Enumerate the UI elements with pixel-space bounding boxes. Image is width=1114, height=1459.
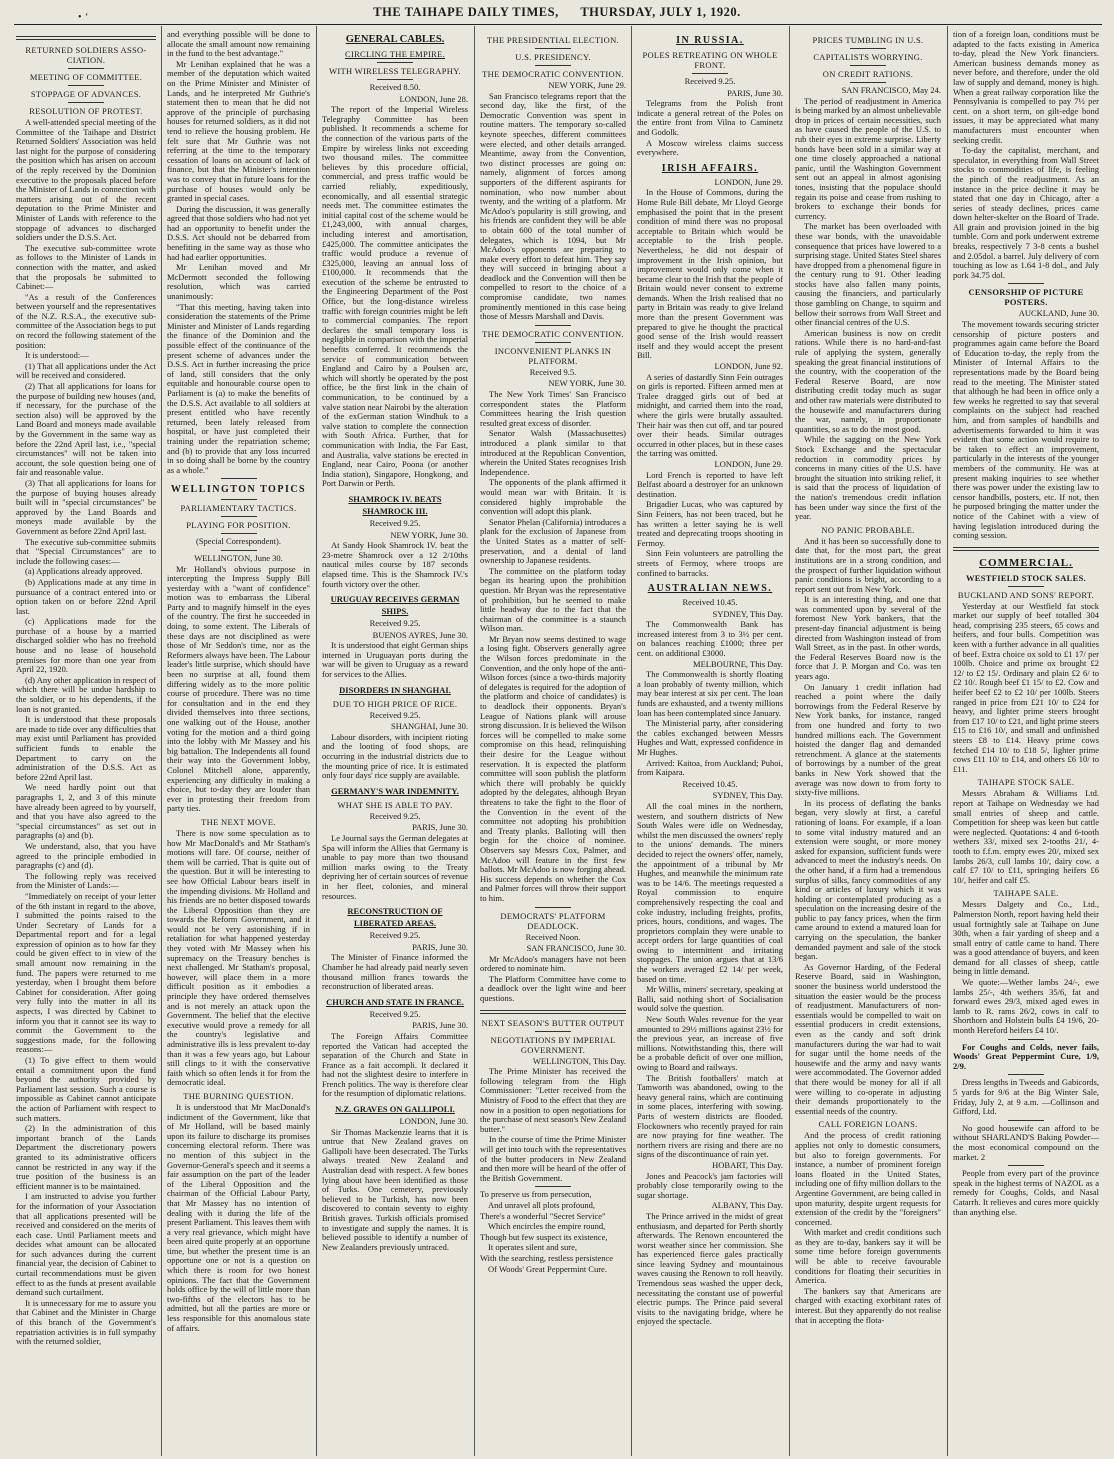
paragraph: A series of dastardly Sinn Fein outrages on girls is reported. Fifteen armed men at Tralee dragged girls out of bed at midnight, and carried them into the road, where the girls were brutally assaulted. Their hair was then cut off, and tar poured over their heads. Similar outrages occurred in other places, but in these cases the tarring was omitted. (637, 371, 783, 459)
rule (535, 65, 571, 66)
headline-irish-affairs: IRISH AFFAIRS. (661, 162, 759, 174)
paragraph: In the course of time the Prime Minister will get into touch with the representatives of the butter producers in New Zealand and then more will be heard of the offer of the British Government. (480, 1134, 626, 1183)
paragraph: American business is now on credit rations. While there is no hard-and-fast rule of applying the system, generally speaking the great financial institutions of the country, with the cooperation of the Federal Reserve Board, are now distributing credit today much as sugar and other raw materials were distributed to the housewife and manufacturers during the war, namely, in proportionate quantities, so as to do the most good. (795, 327, 941, 434)
paragraph: It is understood that eight German ships interned in Uruguayan ports during the war will be given to Uruguay as a reward for services to the Allies. (322, 640, 468, 680)
rule (850, 82, 886, 83)
paragraph: With market and credit conditions such as they are to-day, bankers say it will be some time before foreign governments will be able to receive favourable conditions for floating their securities in America. (795, 1227, 941, 1286)
paragraph: In the House of Commons, during the Home Rule Bill debate, Mr Lloyd George emphasised the point that in the present condition of mind there was no proposal acceptable to Britain which would be acceptable to the Irish people. Nevertheless, he did not despair of improvement in the Irish opinion, but improvement would only come when it became clear to the Irish that the people of Britain would never consent to extreme demands. When the Irish realised that no party in Britain was ready to give Ireland more than the present Government was prepared to give he thought the practical good sense of the Irish would reassert itself and they would accept the present Bill. (637, 187, 783, 361)
dateline: NEW YORK, June 30. (548, 378, 626, 389)
paragraph: The British footballers' match at Tamworth was abandoned, owing to the heavy general rains, which are continuing in some places, interfering with sowing. Parts of western districts are flooded. Flockowners who recently prayed for rain are now praying for fine weather. The northern rivers are rising and there are no signs of the discontinuance of rain yet. (637, 1072, 783, 1160)
paragraph: (2) In the administration of this important branch of the Lands Department the discretionary powers granted to its administrative officers cannot be restricted in any way if the true position of the business is an efficient manner is to be maintained. (16, 1123, 156, 1191)
paragraph: The New York Times' San Francisco correspondent states the Platform Committees hearing the Irish question resulted great excess of disorder. (480, 389, 626, 428)
rule (1008, 1165, 1044, 1166)
received-time: Received 10.45. (682, 597, 738, 608)
subhead: RESOLUTION OF PROTEST. (29, 106, 143, 116)
paragraph: The committee on the platform today began its hearing upon the prohibition question. Mr Bryan was the representative of prohibition, but he seemed to make little headway due to the fact that the chairman of the committee is a staunch Wilson man. (480, 565, 626, 634)
paragraph: The Prime Minister has received the following telegram from the High Commissioner: "Letter received from the Ministry of Food to the effect that they are now in a position to open negotiations for the purchase of next season's New Zealand butter." (480, 1066, 626, 1134)
paragraph: (1) That all applications under the Act will be received and considered. (16, 360, 156, 381)
dateline: ALBANY, This Day. (711, 1200, 783, 1211)
received-time: Received 9.25. (369, 618, 421, 629)
paragraph: The Ministerial party, after considering the cables exchanged between Messrs Hughes and Watt, expressed confidence in Mr Hughes. (637, 718, 783, 757)
paragraph: "Immediately on receipt of your letter of the 6th instant in regard to the above, I submitted the points raised to the Under Secretary of Lands for a Departmental report and for a legal expression of opinion as to how far they could be given effect to in view of the small amount now remaining in the fund. The papers were returned to me yesterday, when I brought them before Cabinet for consideration. After going very fully into the matter in all its aspects, I was directed by Cabinet to inform you that it cannot see its way to commit the Government to the suggestions made, for the following reasons:— (16, 890, 156, 1055)
rule (377, 79, 413, 80)
dateline: NEW YORK, June 30. (390, 529, 468, 540)
paragraph: The Prince arrived in the midst of great enthusiasm, and departed for Perth shortly afterwards. The Renown encountered the worst weather since her commission. She has experienced fierce gales practically since leaving Sydney and mountainous waves causing the Renown to roll heavily. Tremendous seas washed the upper deck, necessitating the constant use of powerful electric pumps. The Prince paid several visits to the navigating bridge, where he enjoyed the spectacle. (637, 1210, 783, 1327)
paragraph: The report of the Imperial Wireless Telegraphy Committee has been published. It recommends a scheme for the connection of the various parts of the Empire by wireless links not exceeding two thousand miles. The committee believes by this procedure official, commercial, and press traffic would be carried reliably, expeditiously, economically, and all essential strategic needs met. The committee estimates the initial capital cost of the scheme would be £1,243,000, with annual charges, including interest and amortisation, £425,000. The committee anticipates the traffic would produce a revenue of £325,000, leaving an annual loss of £100,000. It recommends that the execution of the scheme be entrusted to the Engineering Department of the Post Office, but the long-distance wireless traffic with foreign countries might be left to commercial companies. The report declares the small temporary loss is negligible in comparison with the imperial benefits conferred. It recommends the service of communication between England and Cairo by a Poulsen arc, which will shortly be operated by the post office, be the first link in the chain of communication, to be continued by a valve station near Nairobi by the alteration of the exGerman station Windhuk to a valve station to complete the connection with South Africa. Further, that for communication with India, the Far East, and Australia, valve stations be erected in England, near Cairo, Poona (or another India station), Singapore, Hongkong, and Port Darwin or Perth. (322, 104, 468, 489)
paragraph: A well-attended special meeting of the Committee of the Taihape and District Returned Soldiers' Association was held last night for the purpose of considering the position which has arisen on account of the reply received by the Dominion executive to the proposals placed before the Minister of Lands in connection with matters arising out of the recent deputation to the Prime Minister and Minister of Lands with reference to the stoppage of advances to discharged soldiers under the D.S.S. Act. (16, 117, 156, 243)
subhead: THE NEXT MOVE. (201, 816, 276, 827)
column-divider (316, 26, 317, 1456)
paragraph: San Francisco telegrams report that the second day, like the first, of the Democratic Convention was spent in routine matters. The temporary so-called keynote speeches, different committees were elected, and other details arranged. Meantime, away from the Convention, two distinct processes are going on: namely, alignment of forces among supporters of the different aspirants for nomination, who now number about twenty, and the writing of a platform. Mr McAdoo's popularity is still growing, and his friends are confident they will be able to obtain 600 of the total number of delegates, which is 1094, but Mr McAdoo's opponents are preparing to make every effort to defeat him. They say they will succeed in bringing about a deadlock and the Convention will then be compelled to resort to the choice of a compromise candidate, two names prominently mentioned in this case being those of Messrs Marshall and Davis. (480, 90, 626, 322)
paragraph: We understand, also, that you have agreed to the principle embodied in paragraphs (c) and (d). (16, 840, 156, 871)
dateline: SHANGHAI, June 30. (391, 721, 468, 732)
headline-prices-tumbling: PRICES TUMBLING IN U.S. (812, 35, 924, 45)
headline-presidential-election: THE PRESIDENTIAL ELECTION. (487, 35, 619, 45)
subhead: POLES RETREATING ON WHOLE FRONT. (642, 50, 778, 70)
verse-line: Of Woods' Great Peppermint Cure. (488, 1263, 607, 1274)
subhead: THE DEMOCRATIC CONVENTION. (482, 328, 624, 339)
headline-shanghai: DISORDERS IN SHANGHAI. (339, 684, 451, 695)
section-rule (16, 36, 156, 40)
dateline: MELBOURNE, This Day. (693, 658, 783, 669)
verse-line: And unravel all plots profound, (488, 1199, 595, 1210)
subhead: WITH WIRELESS TELEGRAPHY. (329, 66, 461, 76)
subhead: CIRCLING THE EMPIRE. (344, 49, 446, 59)
subhead: INCONVENIENT PLANKS IN PLATFORM. (494, 345, 612, 366)
paragraph: Senator Walsh (Massachusettes) introduced a plank similar to that introduced at the Republican Convention, wherein the United States recognises Irish Independence. (480, 428, 626, 477)
paragraph: It is unnecessary for me to assure you that Cabinet and the Minister in Charge of this branch of the Government's repatriation activities is in full sympathy with the returned soldier, (16, 1297, 156, 1347)
paragraph: Le Journal says the German delegates at Spa will inform the Allies that Germany is unable to pay more than two thousand million marks owing to the Treaty depriving her of certain sources of revenue in her fleet, colonies, and mineral resources. (322, 833, 468, 901)
dateline: PARIS, June 30. (412, 1020, 468, 1031)
rule (377, 62, 413, 63)
paragraph: It is understood that Mr MacDonald's indictment of the Government, like that of Mr Holland, will be based mainly upon its failure to discharge its promises concerning electoral reform. There was no mention of this subject in the Governor-General's speech and it seems a fair assumption on the part of the leader of the Liberal Opposition and the chairman of the Official Labour Party, that Mr Massey has no intention of dealing with it during the life of the present Parliament. This leaves them with a very real grievance, which might have been aired quite properly at an opportune time, but whether the present time is an opportune one or not is a question on which there is room for two honest opinions. The fact that the Government holds office by the will of little more than two-fifths of the electors has to be admitted, but all the parties are more or less responsible for this anomalous state of affairs. (167, 1101, 310, 1333)
advert-peppermint-cure: For Coughs and Colds, never fails, Woods' Great Peppermint Cure, 1/9, 2/9. (953, 1041, 1099, 1071)
column-4 (480, 30, 626, 1454)
paragraph: Labour disorders, with incipient rioting and the looting of food shops, are occurring in the industrial districts due to the mounting price of rice. It is estimated only four days' rice supply are available. (322, 731, 468, 781)
verse-line: Which encircles the empire round, (488, 1221, 606, 1232)
rule (1008, 1074, 1044, 1075)
paragraph: (1) To give effect to them would entail a commitment upon the fund beyond the authority provided by Parliament last session. Such a course is impossible as Cabinet cannot anticipate the action of Parliament with respect to such matters. (16, 1055, 156, 1123)
paragraph: The movement towards securing stricter censorship of picture posters and programmes again came before the Board of Education to-day, the reply from the Minister of Internal Affairs to the representations made by the Board being read to the meeting. The Minister stated that although he had been in office only a few weeks he regretted to say that several complaints on the subject had reached him, and from samples of handbills and advertisements forwarded to him it was evident that some action would require to be taken to effect an improvement, particularly in the interests of the younger members of the community. He was at present making inquiries to see whether there was power under the existing law to censor handbills, posters, etc. If not, then he purposed bringing the matter under the notice of the Cabinet with a view of having legislation introduced during the coming session. (953, 319, 1099, 541)
paragraph: In its process of deflating the banks began, very slowly at first, a careful rationing of loans. For example, if a loan to some vital industry matured and an extension were sought, or more money asked for expansion, sufficient funds were advanced to meet the industry's needs. On the other hand, if a firm had a tremendous surplus of silks, fancy commodities of any kind or articles of luxury which it was holding or contemplated producing as a speculation on the increasing desire of the public to pay fancy prices, when the firm came around to extend a matured loan for carrying on the speculation, the banker demanded payment and sale of the stock began. (795, 797, 941, 962)
section-rule (953, 547, 1099, 551)
rule (535, 325, 571, 326)
column-1 (16, 30, 156, 1454)
paragraph: Sinn Fein volunteers are patrolling the streets of Fermoy, where troops are confined to barracks. (637, 548, 783, 578)
received-time: Received 9.25. (369, 1008, 421, 1019)
received-time: Received 9.25. (369, 709, 421, 720)
paragraph: The executive sub-committee wrote as follows to the Minister of Lands in connection with the matter, and asked that the proposals be submitted to Cabinet:— (16, 242, 156, 292)
dateline: LONDON, June 29. (714, 176, 783, 187)
rule (1008, 1120, 1044, 1121)
rule (221, 550, 257, 551)
paragraph: While the sagging on the New York Stock Exchange and the spectacular reduction in commodity prices by concerns in many cities of the U.S. have brought the situation into striking relief, it is said that the process of liquidation of the nation's tremendous credit inflation has been under way since the first of the year. (795, 434, 941, 522)
paragraph: Mr Lenihan moved and Mr McDermott seconded the following resolution, which was carried unanimously: (167, 262, 310, 302)
advert-nazol: People from every part of the province speak in the highest terms of NAZOL as a remedy for Coughs, Colds, and Nasal Catarrh. It relieves and cures more quickly than anything else. (953, 1168, 1099, 1217)
column-divider (161, 26, 162, 1456)
rule (1008, 586, 1044, 587)
paragraph: It is an interesting thing, and one that was commented upon by several of the foremost New York bankers, that the present-day financial adjustment is being directed from Washington instead of from Wall Street, as in the past. In other words, the Federal Reserves Board now is the force that J. P. Morgan and Co. was ten years ago. (795, 594, 941, 682)
byline: (Special Correspondent). (196, 536, 281, 547)
subhead: STOPPAGE OF ADVANCES. (30, 89, 142, 99)
subhead: DEMOCRATS' PLATFORM DEADLOCK. (500, 910, 606, 931)
rule (535, 907, 571, 908)
paragraph: Jones and Peacock's jam factories will probably close temporarily owing to the sugar shortage. (637, 1170, 783, 1200)
received-time: Received 9.25. (369, 810, 421, 821)
masthead (0, 0, 1114, 24)
headline-indemnity: GERMANY'S WAR INDEMNITY. (331, 785, 459, 796)
subhead: THE BURNING QUESTION. (183, 1090, 294, 1101)
paragraph: (a) Applications already approved. (25, 566, 143, 577)
verse-line: With the searching, restless persistence (480, 1252, 614, 1263)
dateline: PARIS, June 30. (412, 941, 468, 952)
column-2 (167, 30, 310, 1454)
paragraph: And the process of credit rationing applies not only to domestic consumers, but also to foreign governments. For instance, a number of prominent foreign loans floated in the United States, including one of fifty million dollars to the Argentine Government, are being called in upon maturity, despite urgent requests for extension of the credit by the "foreigners" concerned. (795, 1130, 941, 1227)
dateline: LONDON, June 28. (399, 93, 468, 104)
paragraph: At Sandy Hook Shamrock IV. beat the 23-metre Shamrock over a 12 2/10ths nautical miles course by 187 seconds elapsed time. This is the Shamrock IV.'s fourth victory over the other. (322, 540, 468, 589)
received-time: Received Noon. (525, 931, 581, 942)
paragraph: The following reply was received from the Minister of Lands:— (16, 870, 156, 891)
paragraph: The bankers say that Americans are charged with exacting exorbitant rates of interest. But they apparently do not realise that in accepting the flota- (795, 1285, 941, 1325)
received-time: Received 9.25. (369, 517, 421, 528)
received-time: Received 9.25. (684, 76, 736, 86)
verse-line: There's a wonderful "Secret Service" (480, 1210, 606, 1221)
rule (221, 478, 257, 479)
column-divider (474, 26, 475, 1456)
received-time: Received 10.45. (682, 778, 738, 789)
dateline: LONDON, June 92. (714, 361, 783, 372)
column-5 (637, 30, 783, 1454)
paragraph: The Commonwealth Bank has increased interest from 3 to 3½ per cent. on balances reaching £1000; three per cent. on additional £3000. (637, 619, 783, 659)
issue-date: THURSDAY, JULY 1, 1920. (580, 5, 741, 19)
paragraph: Sir Thomas Mackenzie learns that it is untrue that New Zealand graves on Gallipoli have been desecrated. The Turks always treated New Zealand and Australian dead with respect. A few bones lying about have been identified as those of Turks. One cemetery, previously believed to be Turkish, has now been discovered to contain seventy to eighty British graves. Turkish officials promised to investigate and supply the names. It is believed possible to identify a number of New Zealanders previously untraced. (322, 1126, 468, 1252)
dateline: LONDON, June 30. (399, 1116, 468, 1127)
subhead: THE DEMOCRATIC CONVENTION. (482, 69, 624, 79)
dateline: SAN FRANCISCO, June 30. (526, 943, 626, 954)
subhead: NEGOTIATIONS BY IMPERIAL GOVERNMENT. (490, 1034, 616, 1055)
rule (1008, 283, 1044, 284)
paragraph: There is now some speculation as to how Mr MacDonald's and Mr Statham's motions will fare. Of course, neither of them will be carried. That is quite out of the question. But it will be interesting to see how Official Labour bears itself in the impending divisions. Mr Holland and his friends are no better disposed towards the Liberal Opposition than they are towards the Reform Government, and it would not be very astonishing if in retaliation for what happened yesterday they voted with Mr Massey when his supremacy on the Treasury benches is next challenged. Mr Statham's proposal, however, will place them in a more difficult position as it embodies a principle they have ordered themselves and is not merely an attack upon the Government. The belief that the elective executive would prove a remedy for all the country's legislative and administrative ills is less prevalent to-day than it was a few years ago, but Labour still clings to it with the conservative faith which so often lends it for from the democratic ideal. (167, 827, 310, 1088)
headline-in-russia: IN RUSSIA. (676, 35, 744, 46)
dateline: SYDNEY, This Day. (712, 608, 783, 619)
subhead: NO PANIC PROBABLE. (821, 524, 915, 535)
paragraph: New South Wales revenue for the year amounted to 29½ millions against 23½ for the previous year, an increase of five millions. Notwithstanding this, there will be a probable deficit of over one million, owing to Board and railways. (637, 1014, 783, 1072)
subhead: TAIHAPE SALE. (993, 888, 1059, 899)
rule (68, 102, 104, 103)
rule (221, 516, 257, 517)
paragraph: Messrs Dalgety and Co., Ltd., Palmerston North, report having held their usual fortnightly sale at Taihape on June 30th, when a fair yarding of sheep and a small entry of cattle came to hand. There was a good attendance of buyers, and keen demand for all classes of sheep, cattle being in little demand. (953, 899, 1099, 977)
section-rule (480, 1010, 626, 1014)
received-time: Received 8.50. (369, 82, 421, 92)
column-3 (322, 30, 468, 1454)
rule (1008, 1039, 1044, 1040)
advert-sharland (953, 1124, 1099, 1162)
paragraph: During the discussion, it was generally agreed that those soldiers who had not yet had an opportunity to benefit under the D.S.S. Act should not be debarred from benefiting in the same way as those who had had earlier opportunities. (167, 203, 310, 262)
dateline: HOBART, This Day. (712, 1159, 783, 1170)
subhead: PLAYING FOR POSITION. (186, 520, 291, 531)
paragraph: Telegrams from the Polish front indicate a general retreat of the Poles on the entire front from Vilna to Caminetz and Godolk. (637, 98, 783, 137)
dateline: WELLINGTON, June 30. (194, 552, 283, 563)
dateline: WELLINGTON, This Day. (532, 1055, 626, 1066)
headline-returned-soldiers: RETURNED SOLDIERS ASSO-CIATION. (25, 45, 147, 65)
rule (850, 48, 886, 49)
paragraph: (c) Applications made for the purchase of a house by a married discharged soldier who has no freehold house and no lease of household premises for more than one year from April 22, 1920. (16, 616, 156, 675)
column-divider (789, 26, 790, 1456)
paragraph: It is understood that these proposals are made to tide over any difficulties that may exist until Parliament has provided sufficient funds to enable the Department to carry on the administration of the D.S.S. Act as before 22nd April last. (16, 714, 156, 782)
paragraph: The period of readjustment in America is being marked by an almost unbelievable drop in prices of certain necessities, such as have caused the people of the U.S. to rub their eyes in extreme surprise. Liberty bonds have been sold in a similar way at one time closely approached a national panic, until the Washington Government sent out an appeal in almost agonising tones, insisting that the populace should regain its poise and cease from rushing to brokers to exchange their bonds for currency. (795, 95, 941, 221)
verse-advert (480, 1190, 626, 1274)
headline-gallipoli: N.Z. GRAVES ON GALLIPOLI. (335, 1104, 455, 1115)
subhead: PARLIAMENTARY TACTICS. (180, 503, 297, 514)
subhead: DUE TO HIGH PRICE OF RICE. (332, 698, 458, 709)
paragraph: (2) That all applications for loans for the purpose of building new houses (and, if necessary, for the purchase of the section also) will be approved by the Land Board and moneys made available by the Government in the same way as before the 22nd April last, i.e., "special circumstances" will not be taken into account, the sole question being one of fair and reasonable value. (16, 381, 156, 478)
paragraph: Mr Bryan now seems destined to wage a losing fight. Observers generally agree the Wilson forces predominate in the Convention, and the only hope of the anti-Wilson forces (since a two-thirds majority of delegates is required for the adoption of the platform and choice of candidates) is to deadlock their opponents. Bryan's League of Nations plank will arouse strong discussion. It is believed the Wilson forces will be compelled to make some compromise on this head, relinquishing their desire for the League without reservation. It is expected the platform committee will soon publish the platform which there will probably be quickly adopted by the delegates, although Bryan threatens to take the fight to the floor of the Convention in the event of the committee not adopting his prohibition and Treaty planks. Balloting will then begin for the choice of nominee. Observers say Messrs Cox, Palmer, and McAdoo will feature in the first few ballots. Mr McAdoo is now forging ahead. His success depends on whether the Cox and Palmer forces will throw their support to him. (480, 633, 626, 903)
paragraph: A Moscow wireless claims success everywhere. (637, 137, 783, 158)
paragraph: It is understood:— (25, 350, 89, 361)
paragraph: The Commonwealth is shortly floating a loan probably of twenty million, which may bear interest at six per cent. The loan funds are exhausted, and a twenty millions loan has been contemplated since January. (637, 669, 783, 718)
subhead: ON CREDIT RATIONS. (822, 69, 914, 79)
headline-censorship: CENSORSHIP OF PICTURE POSTERS. (968, 287, 1084, 308)
paragraph: Mr Lenihan explained that he was a member of the deputation which waited on the Prime Minister and Minister of Lands, and he interpreted Mr Guthrie's statement then to mean that he did not approve of the principle of purchasing houses for returned soldiers, as it did not tend to relieve the housing problem. He felt sure that Mr Guthrie was not referring at the time to the temporary cessation of loans on account of lack of finance, but that the Minister's intention was to convey that in future loans for the purchase of houses would only be granted in special cases. (167, 58, 310, 204)
dateline: LONDON, June 29. (714, 458, 783, 469)
paragraph: To-day the capitalist, merchant, and speculator, in everything from Wall Street stocks to commodities of life, is feeling the pinch of the readjustment. As an instance in the price decline it may be stated that one day in Chicago, after a series of steady declines, prices came down helter-skelter on the Board of Trade. All grain and provision joined in the big tumble. Corn and pork underwent extreme breaks, respectively 7 3-8 cents a bushel and 2.05dol. a barrel. July delivery of corn touching as low as 1.64 1-8 dol., and July pork 34.75 dol. (953, 145, 1099, 280)
paragraph: The opponents of the plank affirmed it would mean war with Britain. It is considered highly improbable the convention will adopt this plank. (480, 477, 626, 517)
paragraph: Messrs Abraham & Williams Ltd. report at Taihape on Wednesday we had small entries of sheep and cattle. Competition for sheep was keen but cattle were neglected. Quotations: 4 and 6-tooth wethers 33/, mixed sex 2-tooths 21/, 4-tooth to f.f.m. empty ewes 20/, mixed sex lambs 26/3, cull lambs 10/, dairy cow. a calf £7 10/ to £11, springing heifers £6 10/, heifer and calf £5. (953, 788, 1099, 885)
dateline: PARIS, June 30. (412, 822, 468, 833)
rule (692, 73, 728, 74)
dateline: SAN FRANCISCO, May 24. (841, 85, 941, 95)
headline-australian-news: AUSTRALIAN NEWS. (647, 583, 773, 595)
column-divider (947, 26, 948, 1456)
paragraph: We quote:—Wether lambs 24/-, ewe lambs 25/-, 4th wethers 35/6, fat and forward ewes 29/3, mixed aged ewes in lamb to R. rams 26/2, cows in calf to Shorthorn and Holstein bulls £4 19/6, 20-month Hereford heifers £4 10/. (953, 977, 1099, 1036)
subhead: CAPITALISTS WORRYING. (813, 52, 923, 62)
subhead: BUCKLAND AND SONS' REPORT. (957, 589, 1095, 600)
headline-church-state: CHURCH AND STATE IN FRANCE. (326, 996, 464, 1007)
paragraph: The Minister of Finance informed the Chamber he had already paid nearly seven thousand million francs towards the reconstruction of liberated areas. (322, 952, 468, 992)
paragraph: and everything possible will be done to allocate the small amount now remaining in the fund to the best advantage." (167, 30, 310, 59)
headline-shamrock: SHAMROCK IV. BEATS SHAMROCK III. (348, 493, 442, 516)
headline-uruguay: URUGUAY RECEIVES GERMAN SHIPS. (330, 594, 460, 617)
subhead: MEETING OF COMMITTEE. (29, 72, 143, 82)
verse-line: To preserve us from persecution, (480, 1189, 592, 1200)
paragraph: (d) Any other application in respect of which there will be undue hardship to the soldier, or to his dependents, if the loan is not granted. (16, 674, 156, 714)
dateline: PARIS, June 30. (727, 87, 783, 98)
rule (535, 1186, 571, 1187)
rule (68, 68, 104, 69)
rule (221, 499, 257, 500)
subhead: TAIHAPE STOCK SALE. (977, 777, 1075, 788)
dateline: BUENOS AYRES, June 30. (372, 629, 468, 640)
paragraph: I am instructed to advise you further for the information of your Association that all applications presented will be received and considered on the merits of each case. Until Parliament meets and decides what amount can be allocated for such advances during the current financial year, the decision of Cabinet to curtail recommendations must be given effect to as the funds at present available demand such curtailment. (16, 1191, 156, 1298)
subhead: U.S. PRESIDENCY. (515, 52, 591, 62)
subhead: NEXT SEASON'S BUTTER OUTPUT (481, 1017, 625, 1028)
paragraph: tion of a foreign loan, conditions must be adapted to the facts existing in America to-day, plead the New York financiers. American business demands money as never before, and therefore, under the old law of supply and demand, money is high. When a great railway corporation like the Pennsylvania is compelled to pay 7½ per cent. on a short term, on gilt-edge bond issues, it may be appreciated what many manufacturers must encounter when seeking credit. (953, 30, 1099, 145)
paragraph: "That this meeting, having taken into consideration the statements of the Prime Minister and Minister of Lands regarding the finance of the Dominion and the possible effect of the continuance of the present scheme of advances under the D.S.S. Act in further increasing the price of land, still considers that the only equitable and honourable course open to Parliament is (a) to make the benefits of the D.S.S. Act available to all soldiers at present entitled who have recently returned, been lately released from hospital, or have just completed their training under the repatriation scheme; and (b) to provide that any loss incurred in so doing shall be borne by the country as a whole." (167, 301, 310, 475)
paragraph: The executive sub-committee submits that "Special Circumstances" are to include the following cases:— (16, 536, 156, 566)
paragraph: Senator Phelan (California) introduces a plank for the exclusion of Japanese from the United States as a matter of self-preservation, and a denial of land ownership to Japanese residents. (480, 516, 626, 566)
paragraph: Yesterday at our Westfield fat stock market our supply of beef totalled 304 head, comprising 235 steers, 65 cows and heifers, and four bulls. Competition was keen with a further advance in all qualities of beef. Extra choice ox sold to £1 17/ per 100lb. Choice and prime ox brought £2 12/ to £2 15/. Ordinary and plain £2 6/ to £2 10/. Rough beef £1 15/ to £2. Cow and heifer beef £2 to £2 10/ per 100lb. Steers ranged in price from £21 10/ to £24 for heavy, and lighter prime steers brought from £17 10/ to £21, and light prime steers £15 to £16 10/, and small and unfinished steers £8 to £14. Heavy prime cows fetched £14 10/ to £18 5/, lighter prime cows £11 10/ to £14, and others £6 10/ to £11. (953, 600, 1099, 774)
received-time: Received 9.25. (369, 930, 421, 941)
column-6 (795, 30, 941, 1454)
paragraph: Mr McAdoo's managers have not been ordered to nominate him. (480, 953, 626, 974)
dateline: SYDNEY, This Day. (712, 790, 783, 801)
paragraph: All the coal mines in the northern, western, and southern districts of New South Wales were idle on Wednesday, whilst the men discussed the owners' reply to the unions' demands. The miners decided to reject the owners' offer, namely, the appointment of a tribunal by Mr Hughes, and meanwhile the minimum rate was to be 14/6. The meetings requested a Royal commission to enquire comprehensively respecting the coal and coke industry, including freights, profits, prices, hours, conditions, and wages. The proprietors complain they were unable to accept orders for large quantities of coal owing to intermittent and irritating stoppages. The union argues that at 13/6 the workers averaged £2 14/ per week, based on time. (637, 800, 783, 984)
column-7 (953, 30, 1099, 1454)
paragraph: "As a result of the Conferences between yourself and the representatives of the N.Z. R.S.A., the executive sub-committee of the Association begs to put on record the following statement of the position: (16, 291, 156, 350)
headline-wellington-topics: WELLINGTON TOPICS (170, 484, 307, 496)
paragraph: As Governor Harding, of the Federal Reserve Board, said in Washington, sooner the business world understood the situation the easier would be the process of readjustment. Manufacturers of non-essentials would be compelled to wait on essential producers in credit extensions, even as the candy and soft drink manufacturers during the war had to wait for sugar until the home needs of the housewife and the army and navy wants were accommodated. The Governor added that there would be money for all if all were willing to co-operate in adjusting their demands proportionately to the essential needs of the country. (795, 961, 941, 1116)
column-divider (631, 26, 632, 1456)
paragraph: The Platform Committee have come to a deadlock over the light wine and beer questions. (480, 973, 626, 1004)
masthead-mark: • ʻ (78, 12, 89, 23)
dateline: NEW YORK, June 29. (548, 80, 626, 90)
paragraph: On January 1 credit inflation had reached a point where the daily borrowings from the Federal Reserve by New York banks, for instance, ranged from one hundred and forty to two hundred millions each. The Government hoisted the danger flag and demanded retrenchment. A glance at the statements of borrowings by a number of the great banks in New York showed that the average was now down to from forty to sixty-five millions. (795, 681, 941, 798)
verse-line: It operates silent and sure, (488, 1242, 577, 1253)
received-time: Received 9.5. (529, 366, 577, 377)
headline-commercial: COMMERCIAL. (979, 556, 1073, 569)
headline-reconstruction: RECONSTRUCTION OF LIBERATED AREAS. (347, 906, 443, 929)
paragraph: And it has been so successfully done to date that, for the most part, the great institutions are in a strong condition, and the prospect of further liquidation without panic conditions is bright, according to a report sent out from New York. (795, 535, 941, 594)
advert-number: 2 (980, 1151, 986, 1162)
paragraph: Mr Willis, miners' secretary, speaking at Balli, said nothing short of Socialisation would solve the question. (637, 984, 783, 1014)
paragraph: Lord French is reported to have left Belfast aboard a destroyer for an unknown destination. (637, 469, 783, 499)
advert-text: No good housewife can afford to be without SHARLAND'S Baking Powder—the most economical compound on the market. (953, 1122, 1099, 1162)
paragraph: The Foreign Affairs Committee reported the Vatican had accepted the separation of the Church and State in France as a fait accompli. It declared it had not the slightest desire to interfere in French politics. The way is therefore clear for the resumption of diplomatic relations. (322, 1030, 468, 1099)
paragraph: Mr Holland's obvious purpose in intercepting the Impress Supply Bill yesterday with a "want of confidence" motion was to embarrass the Liberal Party and to magnify himself in the eyes of the country. The first he succeeded in doing, to some extent. The Liberals of these days are not disciplined as were those of Mr Seddon's time, nor as the Reformers always have been. The Labour leader's little surprise, which should have been no surprise at all, found them differing widely as to the more politic course of procedure. There was no time for consultation and in the end they divided themselves into three sections, one walking out of the House, another voting for the motion and a third going into the lobby with Mr Massey and his big battalion. The Independents all found their way into the Government lobby, Colonel Mitchell alone, apparently, experiencing any difficulty in making a choice, but to-day they are louder than ever in protesting their freedom from party ties. (167, 563, 310, 814)
paragraph: Brigadier Lucas, who was captured by Sinn Feiners, has not been traced, but he has written a letter saying he is well treated and deprecating troops shooting in Fermoy. (637, 499, 783, 548)
subhead: CALL FOREIGN LOANS. (818, 1119, 918, 1130)
rule (535, 48, 571, 49)
paragraph: Arrived: Kaitoa, from Auckland; Puhoi, from Kaipara. (637, 757, 783, 778)
paragraph: (3) That all applications for loans for the purpose of buying houses already built will in "special circumstances" be approved by the Land Boards and moneys made available by the Government as before 22nd April last. (16, 477, 156, 536)
rule (68, 85, 104, 86)
paragraph: (b) Applications made at any time in pursuance of a contract entered into or option taken on or before 22nd April last. (16, 576, 156, 616)
rule (535, 1031, 571, 1032)
rule (221, 533, 257, 534)
rule (850, 65, 886, 66)
advert-collinson-gifford: Dress lengths in Tweeds and Gabicords, 5 yards for 9/6 at the Big Winter Sale, Friday, July 2, at 9 a.m. —Collinson and Gifford, Ltd. (953, 1077, 1099, 1117)
paragraph: We need hardly point out that paragraphs 1, 2, and 3 of this minute have already been agreed to by yourself, and that you have also agreed to the "special circumstances" as set out in paragraphs (a) and (b). (16, 782, 156, 841)
newspaper-title: THE TAIHAPE DAILY TIMES, (373, 5, 559, 19)
subhead: WESTFIELD STOCK SALES. (965, 572, 1087, 583)
headline-general-cables: GENERAL CABLES. (345, 34, 445, 45)
masthead-rule (14, 24, 1102, 25)
dateline: AUCKLAND, June 30. (1018, 308, 1099, 319)
rule (535, 342, 571, 343)
paragraph: The market has been overloaded with these war bonds, with the unavoidable consequence that prices have lowered to a surprising stage. United States Steel shares have dropped from a phenomenal figure in the century rung to 91. Other leading stocks have also fallen many points, causing the financiers, and particularly those gambling on Change, to squirm and bellow their sorrows from Wall Street and other financial centres of the U.S. (795, 221, 941, 328)
subhead: WHAT SHE IS ABLE TO PAY. (337, 799, 453, 810)
verse-line: Though but few suspect its existence, (480, 1231, 608, 1242)
